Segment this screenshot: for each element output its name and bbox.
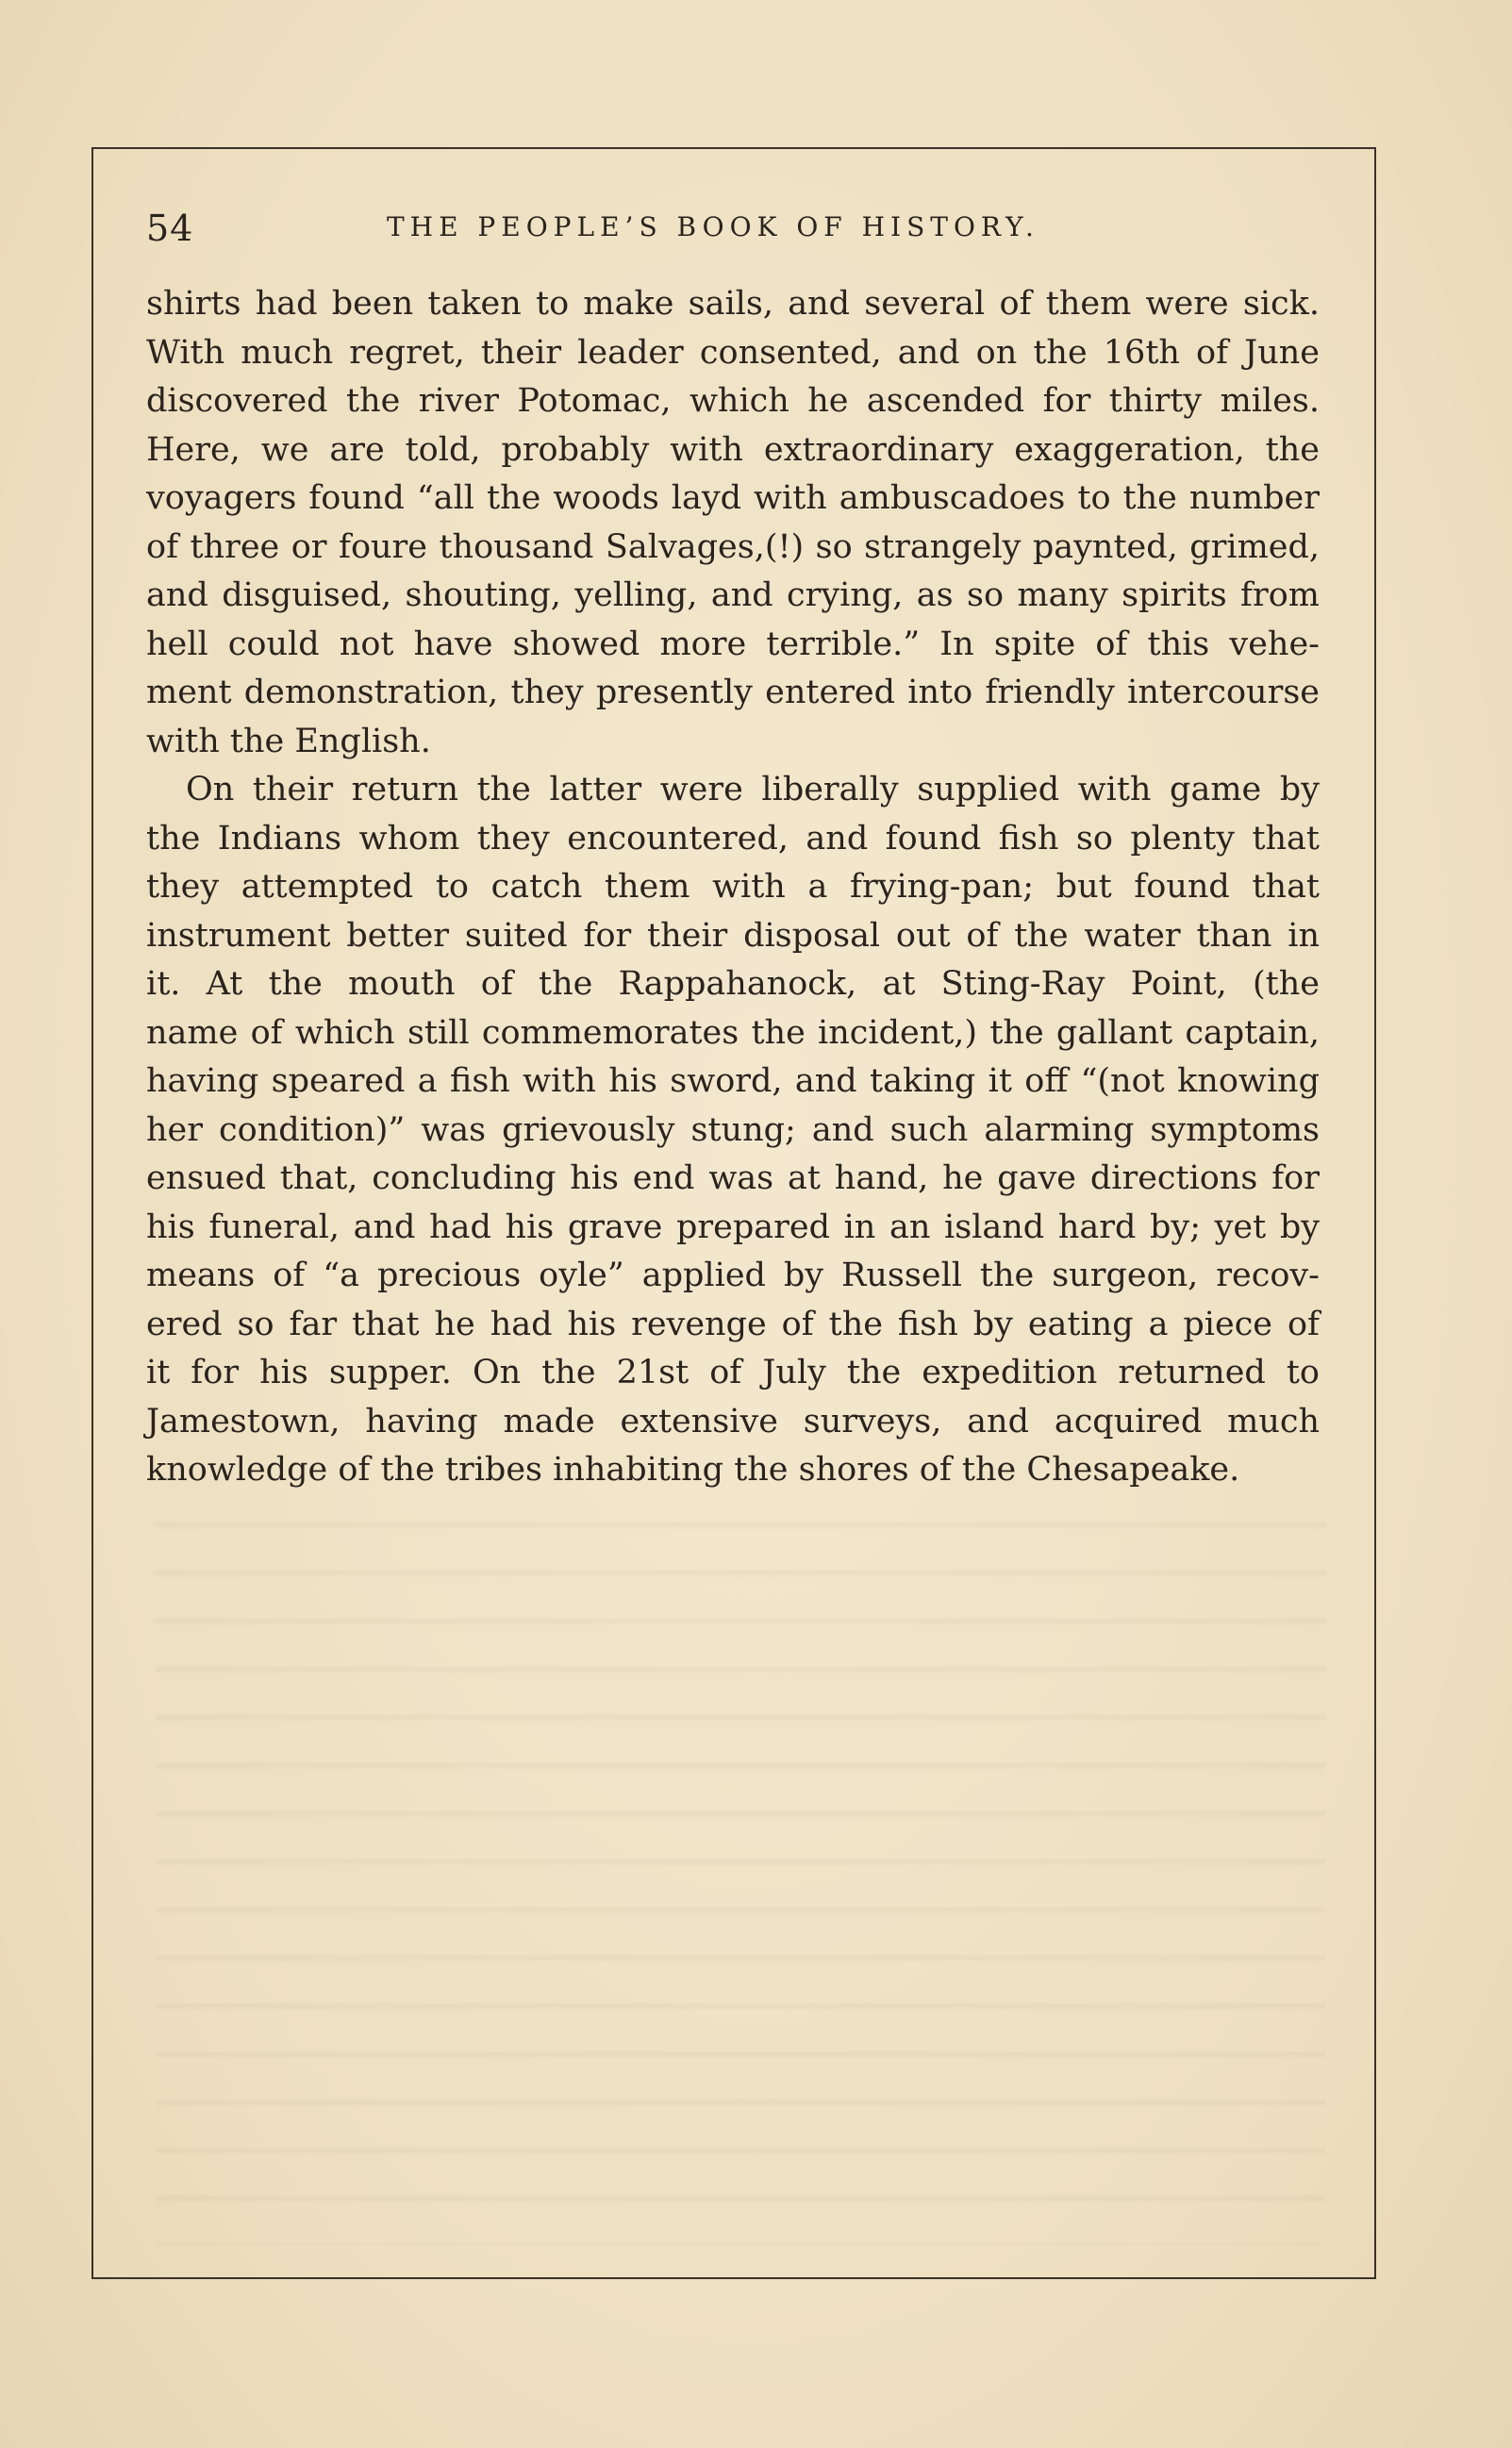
text-line: On their return the latter were liberally supplied with game by [186,771,1320,808]
text-line: it for his supper. On the 21st of July the expedition returned to [146,1354,1320,1391]
text-line: Jamestown, having made extensive surveys, and acquired much [146,1402,1320,1440]
text-line: name of which still commemorates the incident,) the gallant captain, [146,1013,1320,1052]
text-line: her condition)” was grievously stung; and such alarming symptoms [146,1110,1320,1149]
paragraph-1 [146,280,1320,766]
text-line: hell could not have showed more terrible.” In spite of this vehe- [146,624,1320,663]
show-through-texture [156,1500,1325,2245]
text-line: the Indians whom they encountered, and found fish so plenty that [146,819,1320,858]
text-line: with the English. [146,722,431,760]
text-line: Here, we are told, probably with extraordinary exaggeration, the [146,430,1320,469]
text-line: ment demonstration, they presently entered into friendly intercourse [146,674,1320,711]
text-line: ensued that, concluding his end was at hand, he gave directions for [146,1159,1320,1197]
text-line: having speared a fish with his sword, and taking it off “(not knowing [146,1062,1320,1100]
text-line: they attempted to catch them with a frying-pan; but found that [146,868,1320,906]
text-line: knowledge of the tribes inhabiting the shores of the Chesapeake. [146,1451,1240,1489]
text-line: means of “a precious oyle” applied by Russell the surgeon, recov- [146,1257,1320,1294]
text-line: instrument better suited for their disposal out of the water than in [146,916,1320,955]
text-line: it. At the mouth of the Rappahanock, at Sting-Ray Point, (the [146,965,1320,1003]
text-line: voyagers found “all the woods layd with ambuscadoes to the number [146,479,1320,517]
text-line: ered so far that he had his revenge of the fish by eating a piece of [146,1305,1320,1343]
text-line: and disguised, shouting, yelling, and crying, as so many spirits from [146,576,1320,614]
text-line: shirts had been taken to make sails, and several of them were sick. [146,285,1320,323]
running-title: THE PEOPLE’S BOOK OF HISTORY. [387,211,1039,242]
paragraph-2 [146,766,1320,1495]
text-line: of three or foure thousand Salvages,(!) so strangely paynted, grimed, [146,527,1320,566]
text-line: discovered the river Potomac, which he ascended for thirty miles. [146,382,1320,420]
page-header [146,202,1320,258]
text-line: his funeral, and had his grave prepared in an island hard by; yet by [146,1207,1320,1246]
text-line: With much regret, their leader consented, and on the 16th of June [146,333,1320,372]
body-text [146,280,1320,1495]
page-number: 54 [146,208,194,249]
